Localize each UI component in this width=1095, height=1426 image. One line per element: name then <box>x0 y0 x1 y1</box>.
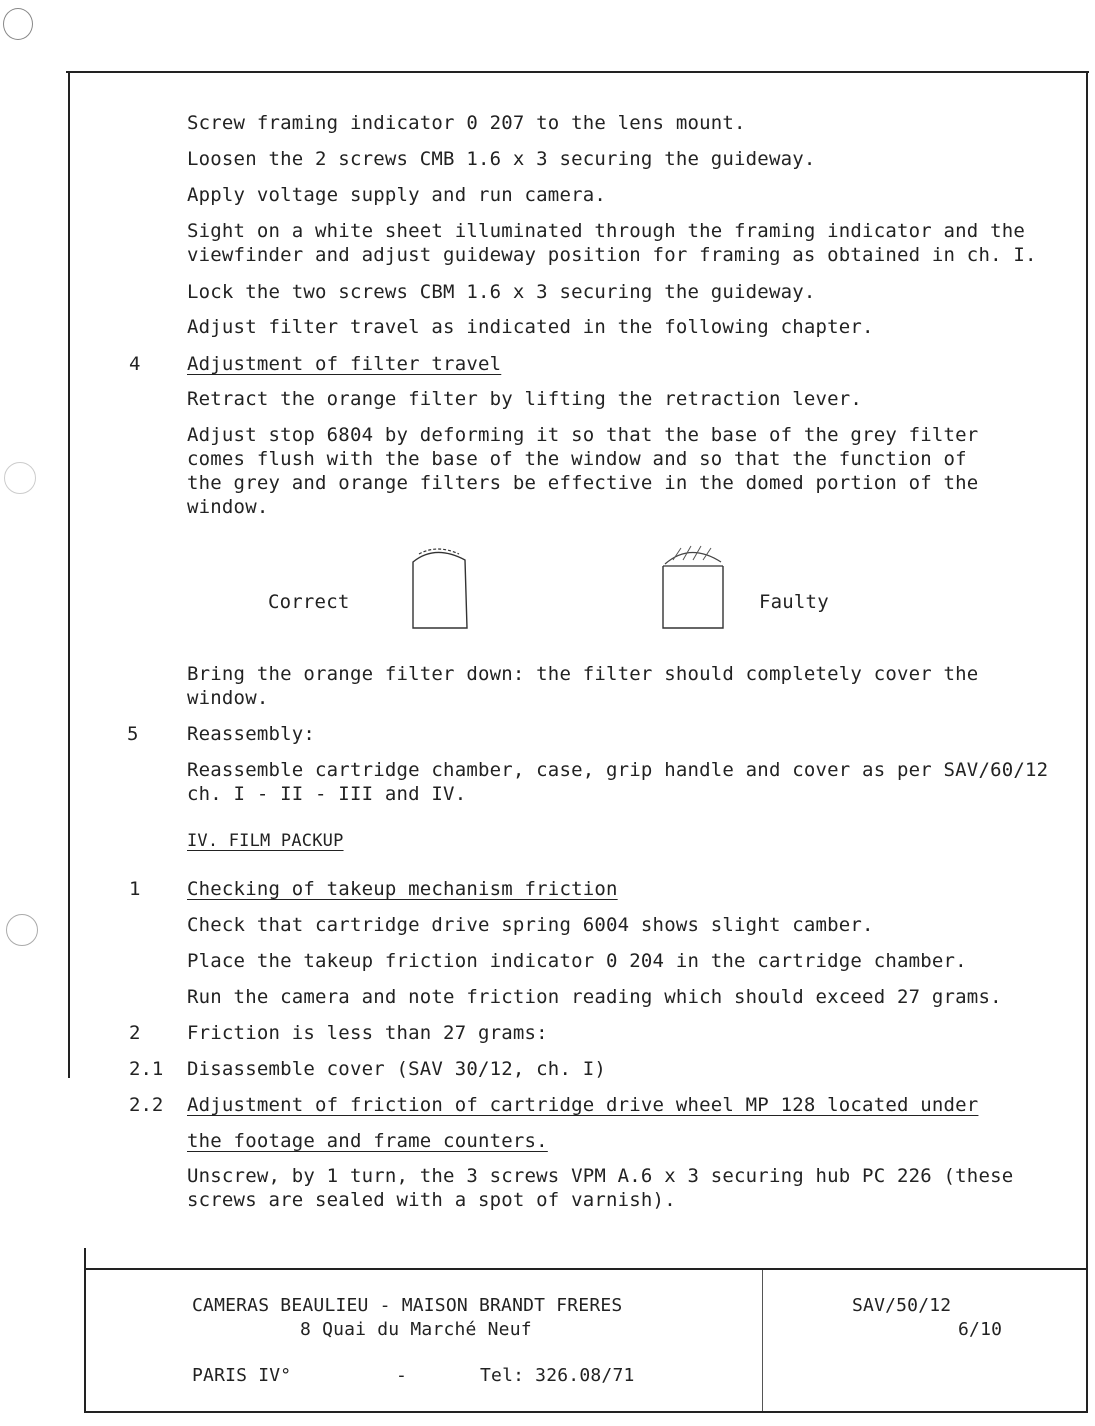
step-text: Disassemble cover (SAV 30/12, ch. I) <box>187 1058 607 1080</box>
section-number: 1 <box>129 878 141 900</box>
correct-label: Correct <box>268 591 350 613</box>
frame-left-rule <box>68 73 70 1078</box>
punch-hole-middle <box>4 462 36 494</box>
chapter-heading: IV. FILM PACKUP <box>187 831 344 851</box>
faulty-window-diagram <box>655 540 730 635</box>
footer-address: 8 Quai du Marché Neuf <box>300 1319 532 1340</box>
punch-hole-top <box>3 8 33 40</box>
step-text: Adjust stop 6804 by deforming it so that the base of the grey filter <box>187 424 979 446</box>
step-text: Loosen the 2 screws CMB 1.6 x 3 securing the guideway. <box>187 148 816 170</box>
step-text: comes flush with the base of the window and so that the function of <box>187 448 967 470</box>
section-number: 5 <box>127 723 139 745</box>
step-text: Screw framing indicator 0 207 to the lens mount. <box>187 112 746 134</box>
step-text: Friction is less than 27 grams: <box>187 1022 548 1044</box>
footer-dash: - <box>396 1365 408 1386</box>
step-text: Apply voltage supply and run camera. <box>187 184 607 206</box>
step-text: Check that cartridge drive spring 6004 shows slight camber. <box>187 914 874 936</box>
section-heading: the footage and frame counters. <box>187 1130 548 1152</box>
footer-left-rule <box>84 1248 86 1413</box>
footer-document-ref: SAV/50/12 <box>852 1295 952 1316</box>
section-heading: Adjustment of friction of cartridge drive wheel MP 128 located under <box>187 1094 979 1116</box>
section-heading: Checking of takeup mechanism friction <box>187 878 618 900</box>
step-text: Retract the orange filter by lifting the retraction lever. <box>187 388 863 410</box>
footer-page-number: 6/10 <box>958 1319 1003 1340</box>
section-number: 2 <box>129 1022 141 1044</box>
punch-hole-lower <box>6 914 38 946</box>
step-text: Lock the two screws CBM 1.6 x 3 securing the guideway. <box>187 281 816 303</box>
step-text: Unscrew, by 1 turn, the 3 screws VPM A.6 x 3 securing hub PC 226 (these <box>187 1165 1014 1187</box>
step-text: window. <box>187 496 269 518</box>
footer-bottom-rule <box>84 1411 1088 1413</box>
section-number: 2.2 <box>129 1094 164 1116</box>
footer-divider <box>762 1270 763 1411</box>
footer-telephone: Tel: 326.08/71 <box>480 1365 635 1386</box>
correct-window-diagram <box>405 540 475 635</box>
faulty-label: Faulty <box>759 591 829 613</box>
step-text: viewfinder and adjust guideway position for framing as obtained in ch. I. <box>187 244 1037 266</box>
section-heading: Adjustment of filter travel <box>187 353 502 375</box>
frame-top-rule <box>66 71 1089 73</box>
step-text: the grey and orange filters be effective in the domed portion of the <box>187 472 979 494</box>
footer-company: CAMERAS BEAULIEU - MAISON BRANDT FRERES <box>192 1295 623 1316</box>
step-text: Sight on a white sheet illuminated through the framing indicator and the <box>187 220 1026 242</box>
frame-right-rule <box>1086 73 1088 1413</box>
section-heading: Reassembly: <box>187 723 316 745</box>
step-text: Place the takeup friction indicator 0 204 in the cartridge chamber. <box>187 950 967 972</box>
step-text: Bring the orange filter down: the filter should completely cover the <box>187 663 979 685</box>
section-number: 4 <box>129 353 141 375</box>
step-text: Run the camera and note friction reading which should exceed 27 grams. <box>187 986 1002 1008</box>
section-number: 2.1 <box>129 1058 164 1080</box>
footer-city: PARIS IV° <box>192 1365 292 1386</box>
step-text: Adjust filter travel as indicated in the following chapter. <box>187 316 874 338</box>
step-text: Reassemble cartridge chamber, case, grip handle and cover as per SAV/60/12 <box>187 759 1049 781</box>
footer-top-rule <box>84 1268 1088 1270</box>
step-text: window. <box>187 687 269 709</box>
step-text: screws are sealed with a spot of varnish). <box>187 1189 676 1211</box>
step-text: ch. I - II - III and IV. <box>187 783 467 805</box>
